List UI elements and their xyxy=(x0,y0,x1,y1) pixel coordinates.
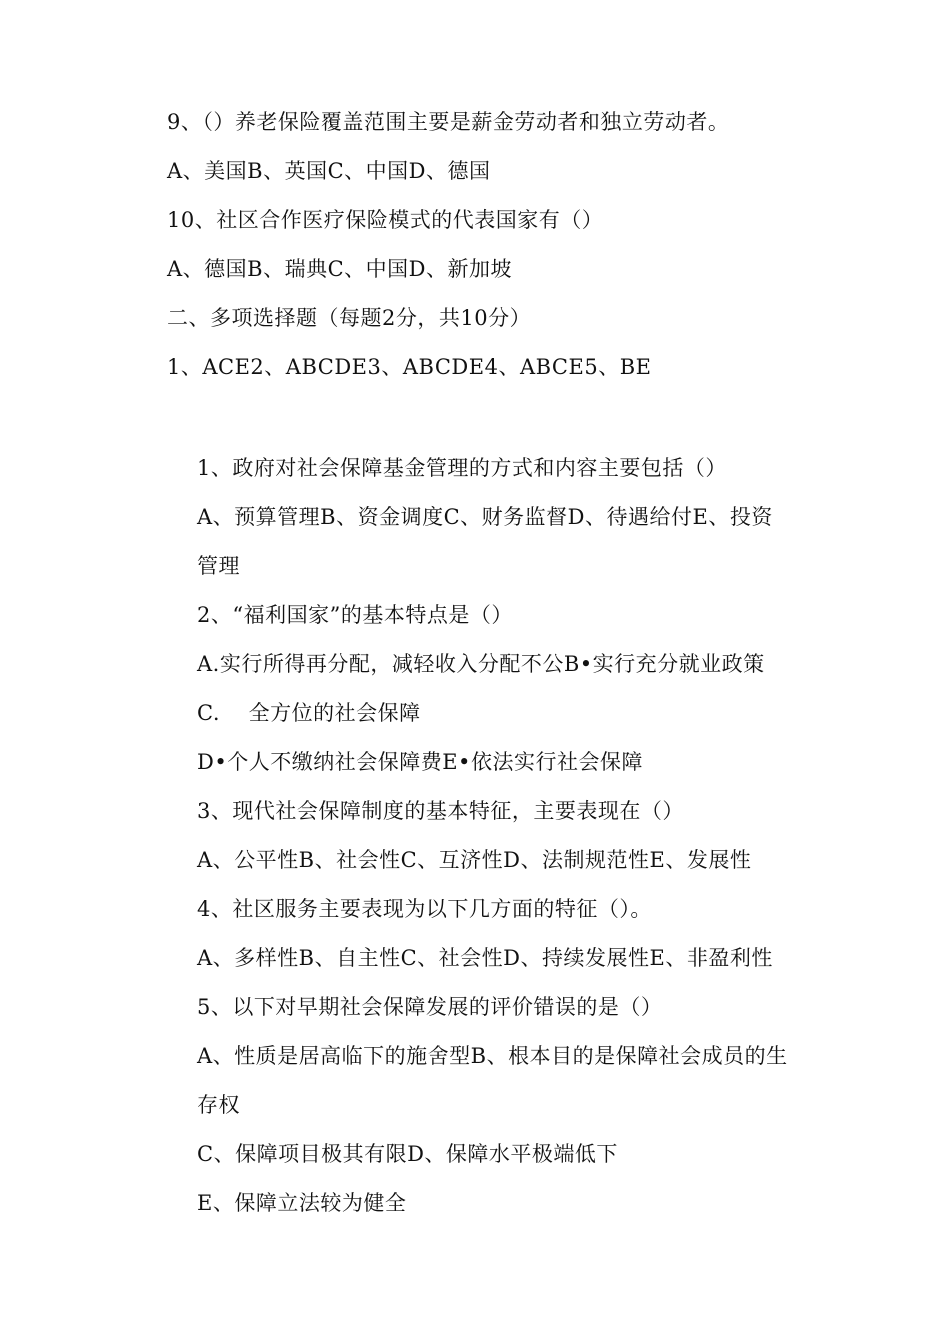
mc-question-4: 4、社区服务主要表现为以下几方面的特征（）。 xyxy=(197,897,652,921)
mc-question-2-option-c: C. 全方位的社会保障 xyxy=(197,701,421,725)
mc-question-5-option-e: E、保障立法较为健全 xyxy=(197,1191,407,1215)
mc-question-5-options-cd: C、保障项目极其有限D、保障水平极端低下 xyxy=(197,1142,618,1166)
mc-question-1-options-cont: 管理 xyxy=(197,554,240,578)
mc-question-2-options-de: D•个人不缴纳社会保障费E•依法实行社会保障 xyxy=(197,750,643,774)
mc-question-2-options-ab: A.实行所得再分配，减轻收入分配不公B•实行充分就业政策 xyxy=(197,652,765,676)
question-10: 10、社区合作医疗保险模式的代表国家有（） xyxy=(167,208,604,232)
mc-question-3-options: A、公平性B、社会性C、互济性D、法制规范性E、发展性 xyxy=(197,848,752,872)
mc-question-3: 3、现代社会保障制度的基本特征，主要表现在（） xyxy=(197,799,684,823)
mc-question-4-options: A、多样性B、自主性C、社会性D、持续发展性E、非盈利性 xyxy=(197,946,773,970)
answer-key: 1、ACE2、ABCDE3、ABCDE4、ABCE5、BE xyxy=(167,355,652,379)
mc-question-2: 2、“福利国家”的基本特点是（） xyxy=(197,603,513,627)
mc-question-1: 1、政府对社会保障基金管理的方式和内容主要包括（） xyxy=(197,456,727,480)
question-9: 9、（）养老保险覆盖范围主要是薪金劳动者和独立劳动者。 xyxy=(167,110,730,134)
mc-question-5-options-ab-cont: 存权 xyxy=(197,1093,240,1117)
mc-question-5: 5、以下对早期社会保障发展的评价错误的是（） xyxy=(197,995,663,1019)
question-10-options: A、德国B、瑞典C、中国D、新加坡 xyxy=(167,257,513,281)
question-9-options: A、美国B、英国C、中国D、德国 xyxy=(167,159,491,183)
mc-question-1-options: A、预算管理B、资金调度C、财务监督D、待遇给付E、投资 xyxy=(197,505,773,529)
section-heading-multiple-choice: 二、多项选择题（每题2分，共10分） xyxy=(167,306,532,330)
mc-question-5-options-ab: A、性质是居高临下的施舍型B、根本目的是保障社会成员的生 xyxy=(197,1044,788,1068)
